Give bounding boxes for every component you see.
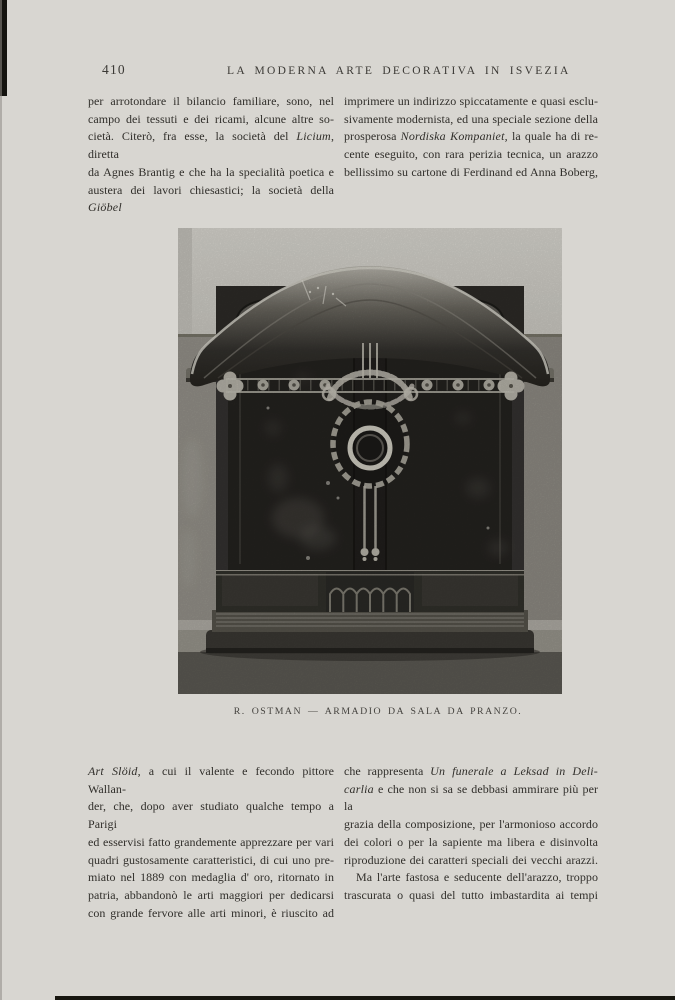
figure-caption: R. OSTMAN — ARMADIO DA SALA DA PRANZO. [233, 706, 523, 717]
text-line: Ma l'arte fastosa e seducente dell'arazzo, troppo [344, 870, 598, 885]
text-line: carlia e che non si sa se debbasi ammirare più per la [344, 781, 598, 814]
text-line: grazia della composizione, per l'armonioso accordo [344, 817, 598, 832]
text-line: riproduzione dei caratteri speciali dei vecchi arazzi. [344, 852, 598, 867]
text-line: quadri gustosamente caratteristici, di cui uno pre- [88, 852, 334, 867]
photo-grain-overlay [178, 228, 562, 694]
text-line: ed esservisi fatto grandemente apprezzare per vari [88, 834, 334, 849]
text-line: der, che, dopo aver studiato qualche tempo a Parigi [88, 799, 334, 832]
text-line: campo dei tessuti e dei ricami, alcune altre so- [88, 111, 334, 126]
cabinet-photograph [178, 228, 562, 694]
text-line: per arrotondare il bilancio familiare, sono, nel [88, 94, 334, 108]
text-line: austera dei lavori chiesastici; la società della Giöbel [88, 182, 334, 215]
top-right-text-column [344, 93, 598, 182]
bottom-right-text-column [344, 763, 598, 905]
page-number: 410 [102, 62, 126, 77]
text-line: Art Slöid, a cui il valente e fecondo pittore Wallan- [88, 764, 334, 796]
text-line: bellissimo su cartone di Ferdinand ed Anna Boberg, [344, 164, 598, 179]
text-line: prosperosa Nordiska Kompaniet, la quale ha di re- [344, 129, 598, 144]
text-line: sivamente modernista, ed una speciale sezione della [344, 111, 598, 126]
scan-edge-artifact [0, 0, 2, 1000]
text-line: con grande fervore alle arti minori, è riuscito ad [88, 905, 334, 920]
text-line: patria, abbandonò le arti maggiori per dedicarsi [88, 887, 334, 902]
running-header-title: LA MODERNA ARTE DECORATIVA IN ISVEZIA [227, 65, 571, 77]
bottom-left-text-column [88, 763, 334, 922]
text-line: dei colori o per la sapiente ma libera e disinvolta [344, 834, 598, 849]
text-line: cente eseguito, con rara perizia tecnica, un arazzo [344, 147, 598, 162]
cabinet-photo-illustration [178, 228, 562, 694]
scan-edge-artifact [55, 996, 675, 1000]
text-line: cietà. Citerò, fra esse, la società del Licium, diretta [88, 129, 334, 162]
text-line: imprimere un indirizzo spiccatamente e quasi esclu- [344, 94, 598, 108]
text-line: miato nel 1889 con medaglia d' oro, ritornato in [88, 870, 334, 885]
text-line: che rappresenta Un funerale a Leksad in Deli- [344, 764, 598, 778]
text-line: trascurata o quasi del tutto imbastardita ai tempi [344, 887, 598, 902]
top-left-text-column [88, 93, 334, 217]
text-line: da Agnes Brantig e che ha la specialità poetica e [88, 164, 334, 179]
